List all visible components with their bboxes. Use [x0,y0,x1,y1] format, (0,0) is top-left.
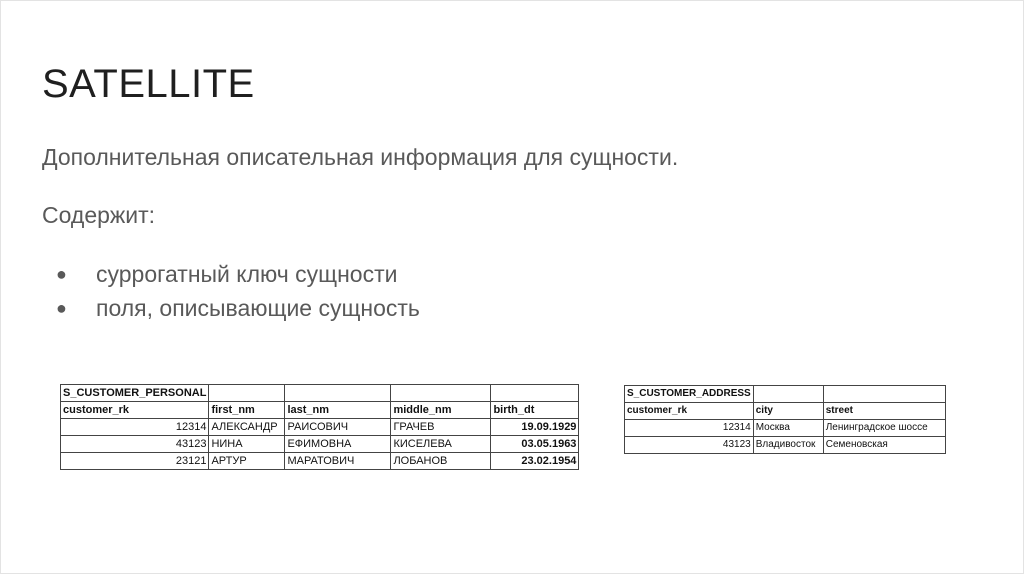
table-cell [285,385,391,402]
table-cell [823,386,945,403]
bullet-text: суррогатный ключ сущности [96,261,398,287]
table-row [625,420,946,437]
contains-label: Содержит: [42,202,156,228]
table-cell: Москва [753,420,823,437]
table-row [61,436,579,453]
column-header: middle_nm [391,402,491,419]
column-header: customer_rk [625,403,754,420]
table-row [61,453,579,470]
table-cell [753,386,823,403]
bullet-dot-icon: ● [56,264,67,284]
bullet-text: поля, описывающие сущность [96,295,420,321]
bullet-dot-icon: ● [56,298,67,318]
bullet-item [42,258,420,292]
table-row [61,419,579,436]
column-header: last_nm [285,402,391,419]
table-name-cell: S_CUSTOMER_ADDRESS [625,386,754,403]
table-name-row [61,385,579,402]
table-cell [209,385,285,402]
table-header-row [625,403,946,420]
table-cell: Ленинградское шоссе [823,420,945,437]
table-cell: 12314 [625,420,754,437]
column-header: customer_rk [61,402,209,419]
table-cell: 03.05.1963 [491,436,579,453]
table-cell [491,385,579,402]
bullet-item [42,292,420,326]
column-header: first_nm [209,402,285,419]
table-cell: Семеновская [823,437,945,454]
table-cell: 12314 [61,419,209,436]
table-cell: КИСЕЛЕВА [391,436,491,453]
table-cell: АРТУР [209,453,285,470]
table-cell: РАИСОВИЧ [285,419,391,436]
table-cell: МАРАТОВИЧ [285,453,391,470]
table-cell: Владивосток [753,437,823,454]
table-cell: ЕФИМОВНА [285,436,391,453]
table-cell: ЛОБАНОВ [391,453,491,470]
bullet-list [42,258,420,326]
column-header: city [753,403,823,420]
table-cell: 43123 [625,437,754,454]
table-row [625,437,946,454]
table-cell: НИНА [209,436,285,453]
table-cell: 43123 [61,436,209,453]
slide-title: SATELLITE [42,62,255,106]
table-cell: ГРАЧЕВ [391,419,491,436]
slide-subtitle: Дополнительная описательная информация для сущности. [42,144,679,170]
table-cell: 23121 [61,453,209,470]
table-cell: АЛЕКСАНДР [209,419,285,436]
table-name-cell: S_CUSTOMER_PERSONAL [61,385,209,402]
customer-address-table [624,385,946,454]
table-name-row [625,386,946,403]
column-header: birth_dt [491,402,579,419]
customer-personal-table [60,384,579,470]
column-header: street [823,403,945,420]
table-cell: 19.09.1929 [491,419,579,436]
table-cell [391,385,491,402]
table-header-row [61,402,579,419]
table-cell: 23.02.1954 [491,453,579,470]
